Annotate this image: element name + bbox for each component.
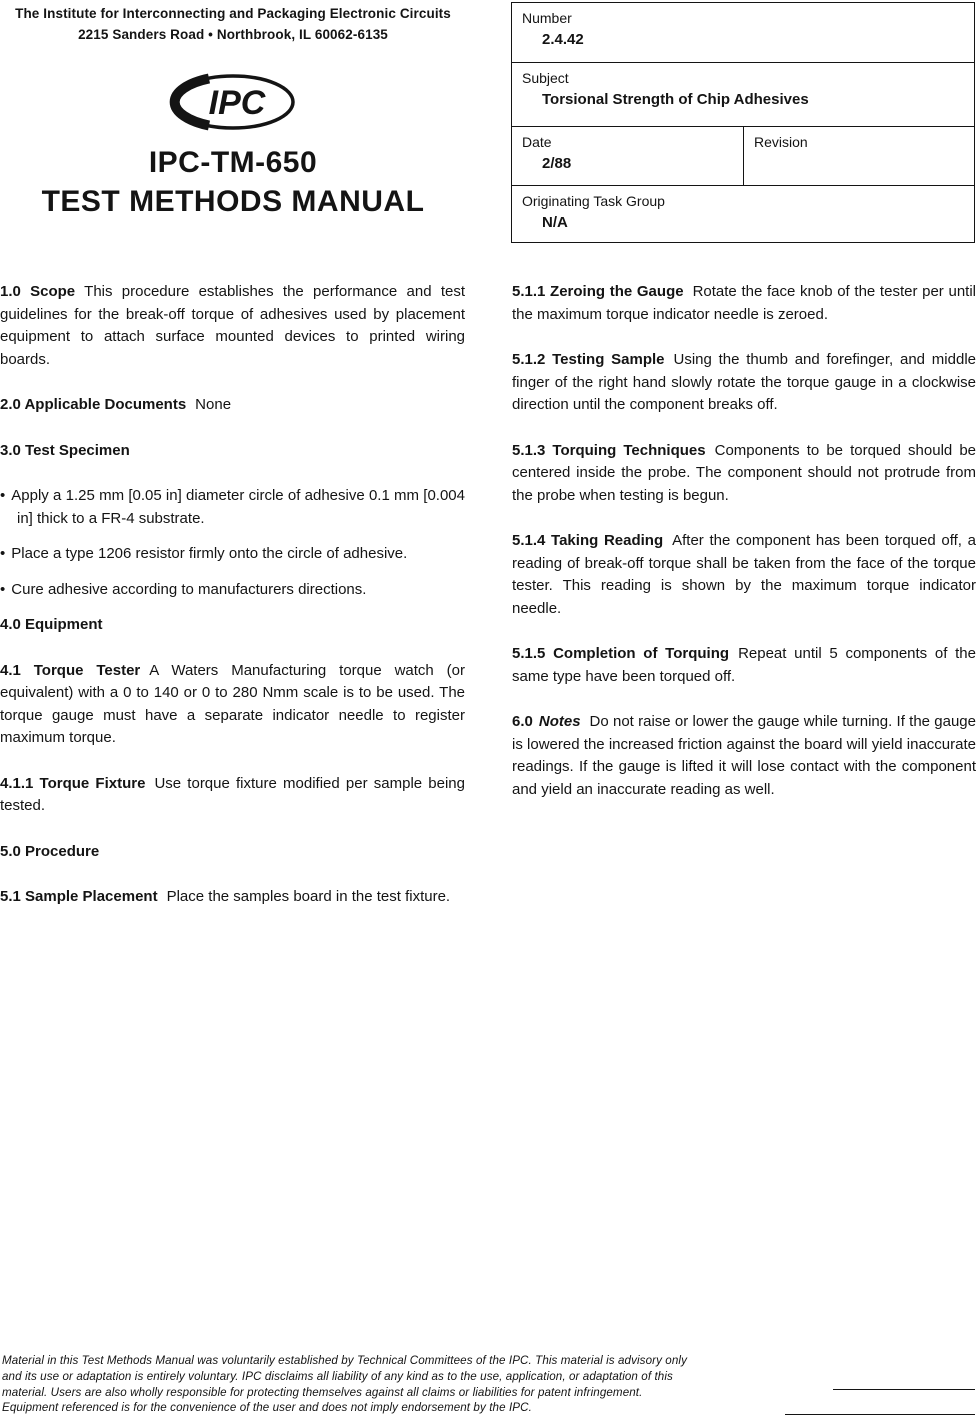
ipc-logo-text: IPC bbox=[208, 84, 266, 122]
section-heading: 5.1.4 Taking Reading bbox=[512, 532, 664, 549]
section-testing-sample bbox=[512, 349, 976, 417]
section-heading: 4.1.1 Torque Fixture bbox=[0, 774, 146, 792]
section-sample-placement bbox=[0, 886, 465, 909]
section-completion-of-torquing bbox=[512, 643, 976, 688]
section-heading: 4.1 Torque Tester bbox=[0, 661, 141, 679]
org-name: The Institute for Interconnecting and Packaging Electronic Circuits bbox=[15, 6, 451, 21]
info-row-date-revision bbox=[512, 126, 974, 185]
section-text: Using the thumb and forefinger, and middle finger of the right hand slowly rotate the torque gauge in a clockwise direction until the component breaks off. bbox=[512, 351, 976, 413]
revision-value bbox=[754, 154, 964, 174]
date-label: Date bbox=[522, 134, 552, 150]
bullet-item-place bbox=[0, 543, 465, 566]
section-taking-reading bbox=[512, 530, 976, 620]
bottom-rule-lower bbox=[785, 1414, 975, 1415]
right-column bbox=[512, 281, 976, 824]
section-text: After the component has been torqued off, a reading of break-off torque shall be taken from the face of the torque tester. This reading is shown by the maximum torque indicator needle. bbox=[512, 532, 976, 617]
section-text: Components to be torqued should be centered inside the probe. The component should not protrude from the probe when testing is begun. bbox=[512, 441, 976, 504]
section-torquing-techniques bbox=[512, 440, 976, 508]
ipc-logo bbox=[0, 72, 466, 134]
bottom-rule-upper bbox=[833, 1389, 975, 1390]
section-notes bbox=[512, 711, 976, 801]
section-applicable-documents bbox=[0, 394, 465, 417]
bullet-text: Cure adhesive according to manufacturers directions. bbox=[11, 580, 367, 598]
section-text: Repeat until 5 components of the same type have been torqued off. bbox=[512, 645, 976, 685]
info-row-task-group bbox=[512, 185, 974, 242]
bullet-glyph: • bbox=[0, 487, 6, 504]
info-row-subject bbox=[512, 62, 974, 126]
section-heading: 3.0 Test Specimen bbox=[0, 441, 130, 459]
footer-line: material. Users are also wholly responsible for protecting themselves against all claims or liabilities for patent infringement. bbox=[2, 1385, 643, 1399]
bullet-item-apply bbox=[0, 485, 465, 530]
bullet-glyph: • bbox=[0, 580, 6, 598]
section-heading: 2.0 Applicable Documents bbox=[0, 396, 187, 413]
section-text: None bbox=[195, 396, 232, 413]
task-group-value: N/A bbox=[542, 214, 568, 231]
task-group-label: Originating Task Group bbox=[522, 193, 665, 209]
section-zeroing-gauge bbox=[512, 281, 976, 326]
section-text: Do not raise or lower the gauge while turning. If the gauge is lowered the increased friction against the board will yield inaccurate readings. If the gauge is lifted it will lose contact with the component and yield an inaccurate reading as well. bbox=[512, 713, 976, 798]
footer-disclaimer bbox=[2, 1353, 702, 1416]
revision-cell bbox=[743, 127, 974, 185]
section-text: Use torque fixture modified per sample being tested. bbox=[0, 774, 465, 814]
section-scope bbox=[0, 281, 465, 371]
masthead bbox=[0, 3, 466, 219]
section-torque-tester bbox=[0, 660, 465, 750]
section-torque-fixture bbox=[0, 773, 465, 818]
section-text: Rotate the face knob of the tester per until the maximum torque indicator needle is zeroed. bbox=[512, 283, 976, 323]
date-value: 2/88 bbox=[542, 155, 572, 172]
section-heading: 5.0 Procedure bbox=[0, 842, 100, 860]
section-heading-italic: Notes bbox=[538, 713, 581, 730]
section-procedure bbox=[0, 841, 465, 864]
bullet-item-cure bbox=[0, 579, 465, 602]
section-heading: 5.1.3 Torquing Techniques bbox=[512, 441, 706, 459]
section-heading: 5.1.1 Zeroing the Gauge bbox=[512, 283, 684, 300]
section-heading: 4.0 Equipment bbox=[0, 616, 103, 633]
section-heading: 5.1.5 Completion of Torquing bbox=[512, 645, 730, 662]
bullet-text: Apply a 1.25 mm [0.05 in] diameter circle of adhesive 0.1 mm [0.004 in] thick to a FR-4 substrate. bbox=[11, 487, 465, 527]
footer-line: and its use or adaptation is entirely voluntary. IPC disclaims all liability of any kind as to the use, application, or adaptation of this bbox=[2, 1369, 673, 1383]
section-heading: 5.1 Sample Placement bbox=[0, 888, 158, 905]
revision-label: Revision bbox=[754, 134, 808, 150]
subject-value: Torsional Strength of Chip Adhesives bbox=[542, 91, 809, 108]
number-value: 2.4.42 bbox=[542, 31, 584, 48]
section-heading: 1.0 Scope bbox=[0, 283, 76, 300]
left-column bbox=[0, 281, 465, 932]
section-test-specimen bbox=[0, 440, 465, 463]
section-heading: 5.1.2 Testing Sample bbox=[512, 351, 665, 368]
ipc-logo-icon bbox=[169, 72, 297, 134]
footer-line: Equipment referenced is for the convenience of the user and does not imply endorsement by the IPC. bbox=[2, 1401, 532, 1415]
subject-label: Subject bbox=[522, 70, 569, 86]
section-text: A Waters Manufacturing torque watch (or equivalent) with a 0 to 140 or 0 to 280 Nmm scale is to be used. The torque gauge must have a separate indicator needle to register maximum torque. bbox=[0, 661, 465, 746]
date-cell bbox=[512, 127, 743, 185]
footer-line: Material in this Test Methods Manual was voluntarily established by Technical Committees of the IPC. This material is advisory only bbox=[2, 1354, 687, 1367]
manual-title: TEST METHODS MANUAL bbox=[41, 185, 425, 218]
manual-code: IPC-TM-650 bbox=[148, 146, 318, 179]
header-info-table bbox=[511, 2, 975, 243]
section-text: This procedure establishes the performance and test guidelines for the break-off torque of adhesives used by placement equipment to attach surface mounted devices to printed wiring boards. bbox=[0, 283, 465, 368]
info-row-number bbox=[512, 3, 974, 62]
bullet-text: Place a type 1206 resistor firmly onto the circle of adhesive. bbox=[11, 545, 408, 562]
org-address: 2215 Sanders Road • Northbrook, IL 60062-6135 bbox=[78, 27, 388, 42]
section-equipment bbox=[0, 614, 465, 637]
section-heading-number: 6.0 bbox=[512, 713, 533, 730]
bullet-glyph: • bbox=[0, 545, 6, 562]
number-label: Number bbox=[522, 10, 572, 26]
section-text: Place the samples board in the test fixture. bbox=[166, 888, 451, 905]
